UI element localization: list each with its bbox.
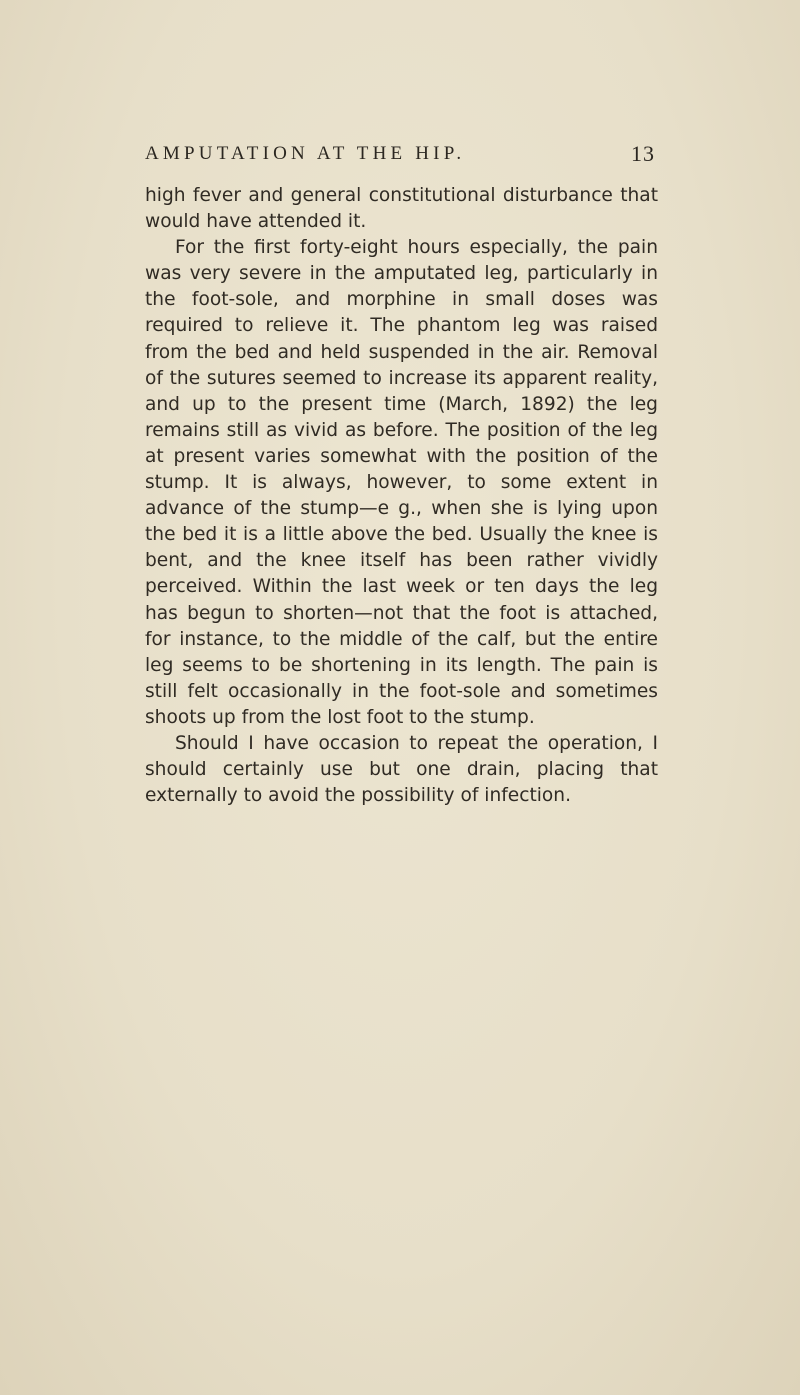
body-text bbox=[145, 183, 658, 809]
running-head: AMPUTATION AT THE HIP. bbox=[145, 143, 466, 164]
paragraph-drain: Should I have occasion to repeat the operation, I should certainly use but one drain, placing that externally to avoid the possibility of infection. bbox=[145, 732, 658, 807]
page-header bbox=[145, 143, 655, 173]
paragraph-phantom-leg: For the first forty-eight hours especially, the pain was very severe in the amputated leg, particularly in the foot-sole, and morphine in small doses was required to relieve it. The phantom leg was raised from the bed and held suspended in the air. Removal of the sutures seemed to increase its apparent reality, and up to the present time (March, 1892) the leg remains still as vivid as before. The position of the leg at present varies somewhat with the position of the stump. It is always, however, to some extent in advance of the stump—e g., when she is lying upon the bed it is a little above the bed. Usually the knee is bent, and the knee itself has been rather vividly perceived. Within the last week or ten days the leg has begun to shorten—not that the foot is attached, for instance, to the middle of the calf, but the entire leg seems to be shortening in its length. The pain is still felt occasionally in the foot-sole and sometimes shoots up from the lost foot to the stump. bbox=[145, 237, 658, 728]
paragraph-continuation: high fever and general constitutional disturbance that would have attended it. bbox=[145, 185, 658, 233]
page-number: 13 bbox=[631, 141, 655, 166]
